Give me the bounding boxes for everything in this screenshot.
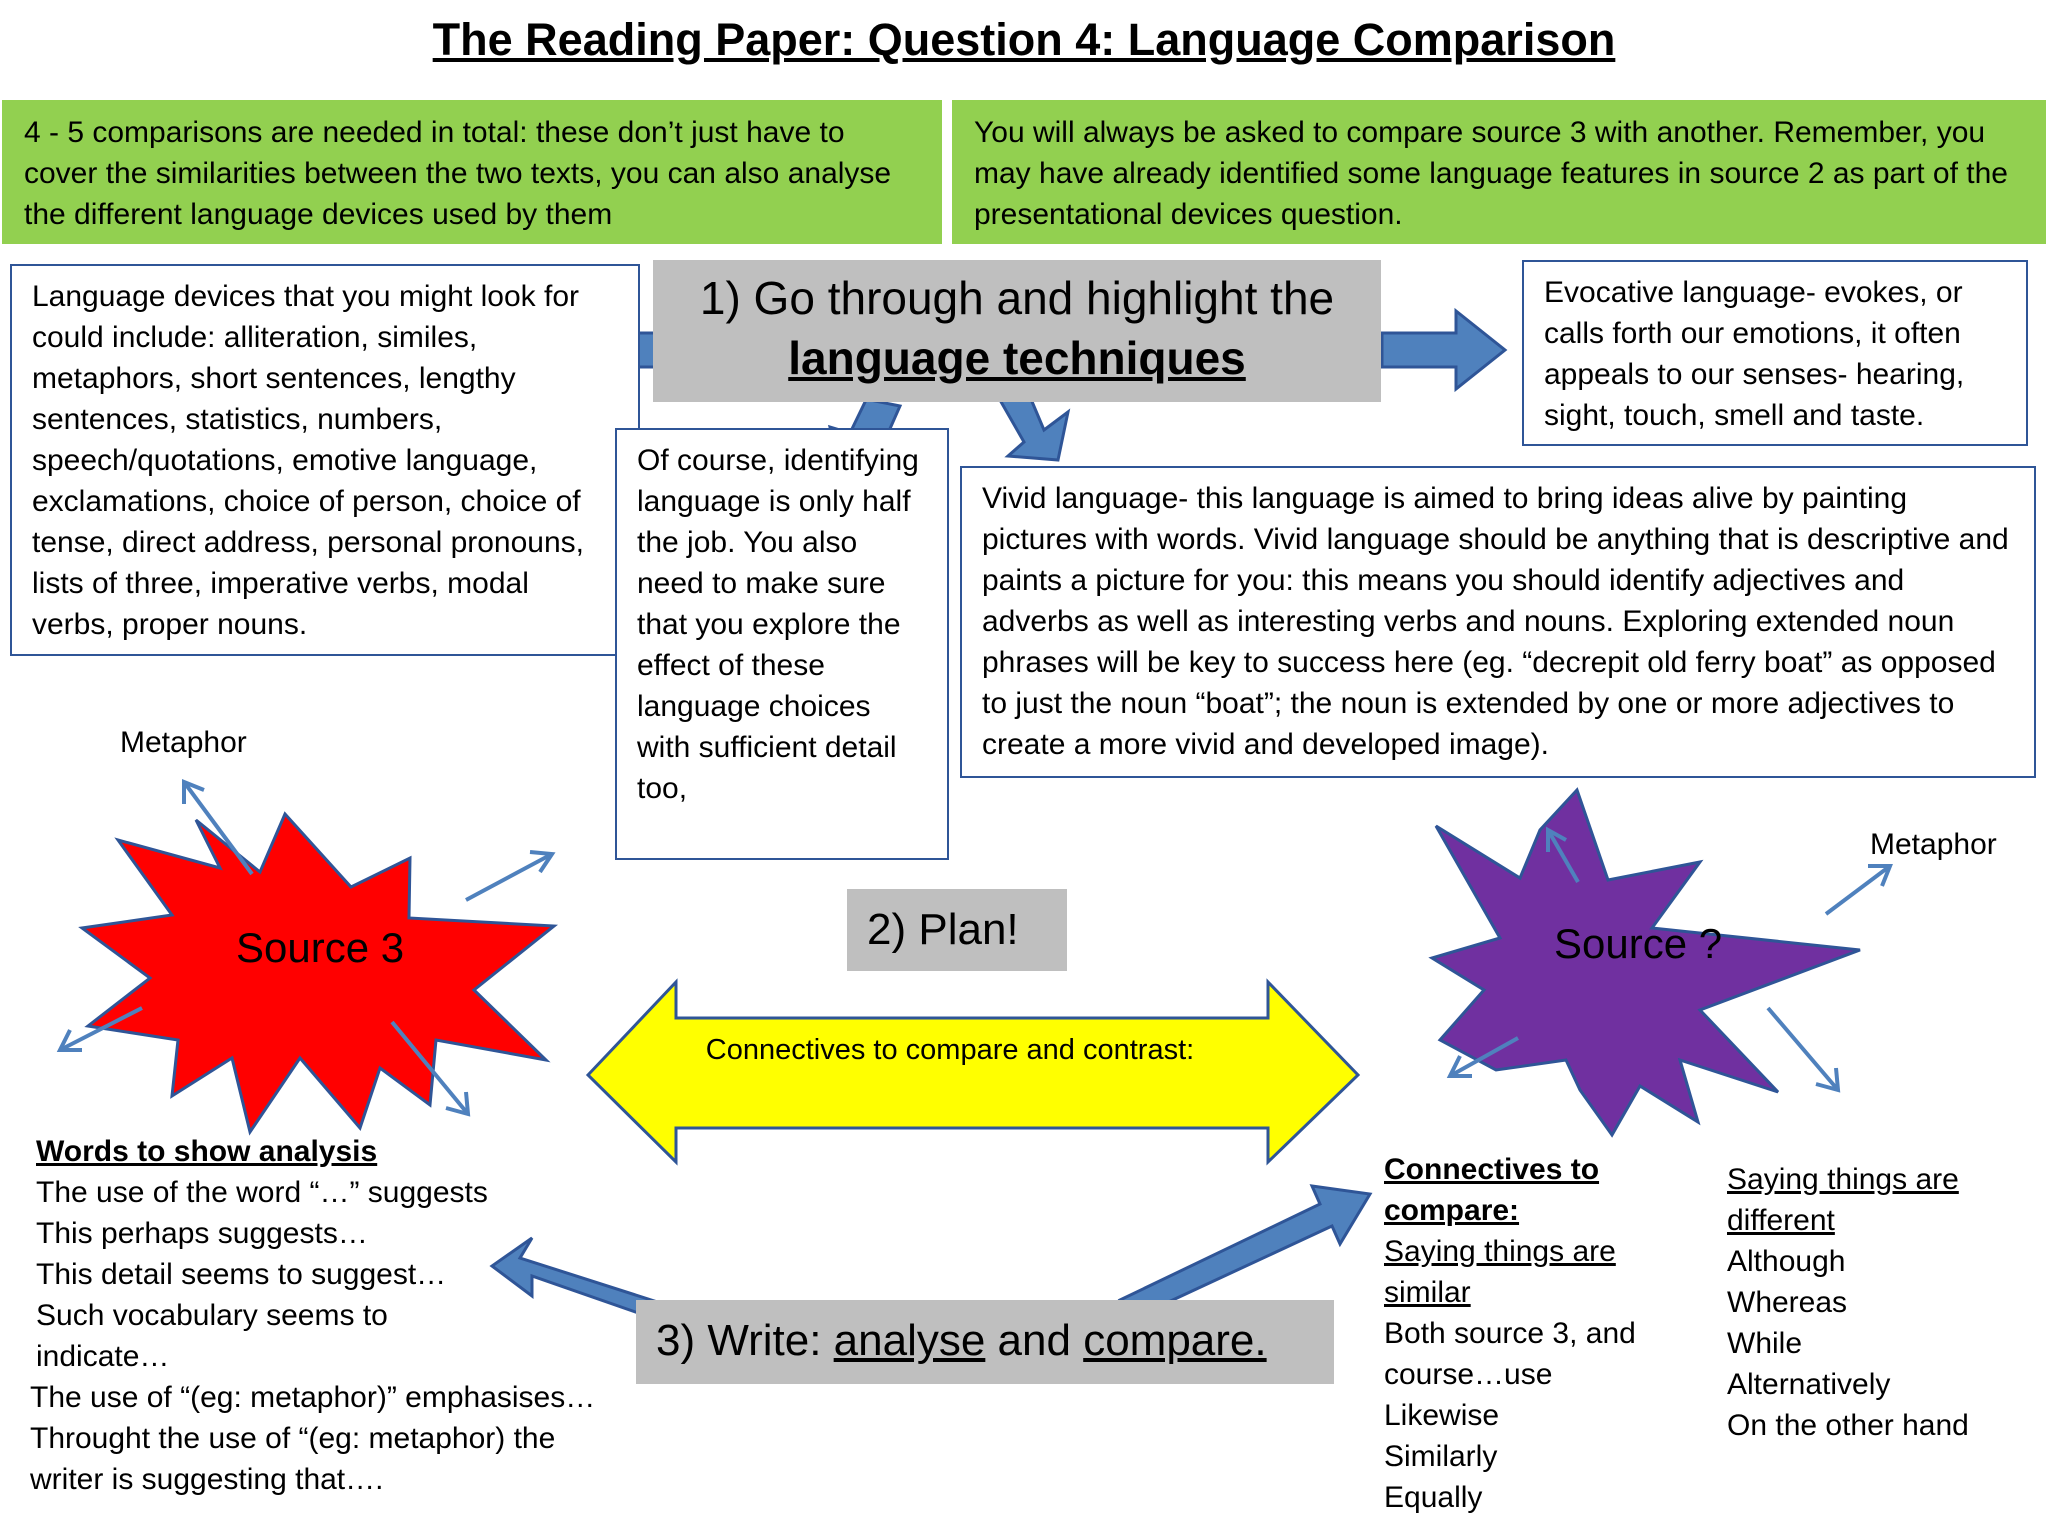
- step3-analyse: analyse: [833, 1316, 986, 1365]
- comparisons-needed-box: 4 - 5 comparisons are needed in total: these don’t just have to cover the similarities between the two texts, you can also analyse the different language devices used by them: [2, 100, 942, 244]
- language-devices-box: Language devices that you might look for could include: alliteration, similes, metaphors, short sentences, lengthy sentences, statistics, numbers, speech/quotations, emotive language, exclamations, choice of person, choice of tense, direct address, personal pronouns, lists of three, imperative verbs, modal verbs, proper nouns.: [10, 264, 640, 656]
- different-line: Alternatively: [1727, 1368, 1891, 1401]
- metaphor-label-left: Metaphor: [120, 726, 247, 759]
- page-title: The Reading Paper: Question 4: Language Comparison: [432, 14, 1616, 65]
- of-course-box: Of course, identifying language is only half the job. You also need to make sure that you explore the effect of these language choices with sufficient detail too,: [615, 428, 949, 860]
- compare-sources-box: You will always be asked to compare source 3 with another. Remember, you may have already identified some language features in source 2 as part of the presentational devices question.: [952, 100, 2046, 244]
- analysis-line: The use of “(eg: metaphor)” emphasises…: [30, 1381, 596, 1414]
- similar-subheading: Saying things are similar: [1384, 1235, 1616, 1309]
- step3-compare: compare.: [1083, 1316, 1267, 1365]
- source3-burst-shape: [82, 814, 554, 1132]
- different-line: While: [1727, 1327, 1803, 1360]
- connectives-double-arrow: [588, 982, 1358, 1162]
- analysis-words-block: [36, 1131, 616, 1377]
- different-line: Although: [1727, 1245, 1846, 1278]
- similar-line: Both source 3, and course…use: [1384, 1317, 1636, 1391]
- step3-box: [636, 1300, 1334, 1384]
- connectives-arrow-text: Connectives to compare and contrast:: [705, 1034, 1195, 1066]
- different-block: [1727, 1159, 2017, 1446]
- analysis-words-block-lower: [30, 1377, 650, 1500]
- analysis-line: The use of the word “…” suggests: [36, 1176, 488, 1209]
- connectives-compare-block: [1384, 1149, 1674, 1518]
- similar-line: Likewise: [1384, 1399, 1500, 1432]
- arrow-down-to-vivid: [1000, 392, 1068, 460]
- step1-prefix: 1) Go through and highlight the: [699, 272, 1335, 324]
- source3-label: Source 3: [236, 924, 405, 971]
- different-line: Whereas: [1727, 1286, 1848, 1319]
- step2-box: 2) Plan!: [847, 889, 1067, 971]
- connectives-heading: Connectives to compare:: [1384, 1153, 1600, 1227]
- analysis-line: Such vocabulary seems to indicate…: [36, 1299, 388, 1373]
- arrow-step3-to-connectives: [1120, 1186, 1370, 1318]
- step1-box: [653, 260, 1381, 402]
- similar-line: Similarly: [1384, 1440, 1498, 1473]
- different-heading: Saying things are different: [1727, 1163, 1959, 1237]
- analysis-line: This detail seems to suggest…: [36, 1258, 447, 1291]
- similar-line: Equally: [1384, 1481, 1483, 1514]
- analysis-line: This perhaps suggests…: [36, 1217, 368, 1250]
- metaphor-label-right: Metaphor: [1870, 828, 1997, 861]
- arrow-right-to-evocative: [1382, 311, 1505, 389]
- step1-emphasis: language techniques: [788, 332, 1246, 384]
- step3-prefix: 3) Write:: [656, 1316, 834, 1365]
- analysis-line: Throught the use of “(eg: metaphor) the writer is suggesting that….: [30, 1422, 556, 1496]
- evocative-language-box: Evocative language- evokes, or calls forth our emotions, it often appeals to our senses- hearing, sight, touch, smell and taste.: [1522, 260, 2028, 446]
- step3-and: and: [985, 1316, 1084, 1365]
- vivid-language-box: Vivid language- this language is aimed to bring ideas alive by painting pictures with words. Vivid language should be anything that is descriptive and paints a picture for you: this means you should identify adjectives and adverbs as well as interesting verbs and nouns. Exploring extended noun phrases will be key to success here (eg. “decrepit old ferry boat” as opposed to just the noun “boat”; the noun is extended by one or more adjectives to create a more vivid and developed image).: [960, 466, 2036, 778]
- source-other-label: Source ?: [1554, 920, 1723, 967]
- analysis-heading: Words to show analysis: [36, 1135, 378, 1168]
- different-line: On the other hand: [1727, 1409, 1969, 1442]
